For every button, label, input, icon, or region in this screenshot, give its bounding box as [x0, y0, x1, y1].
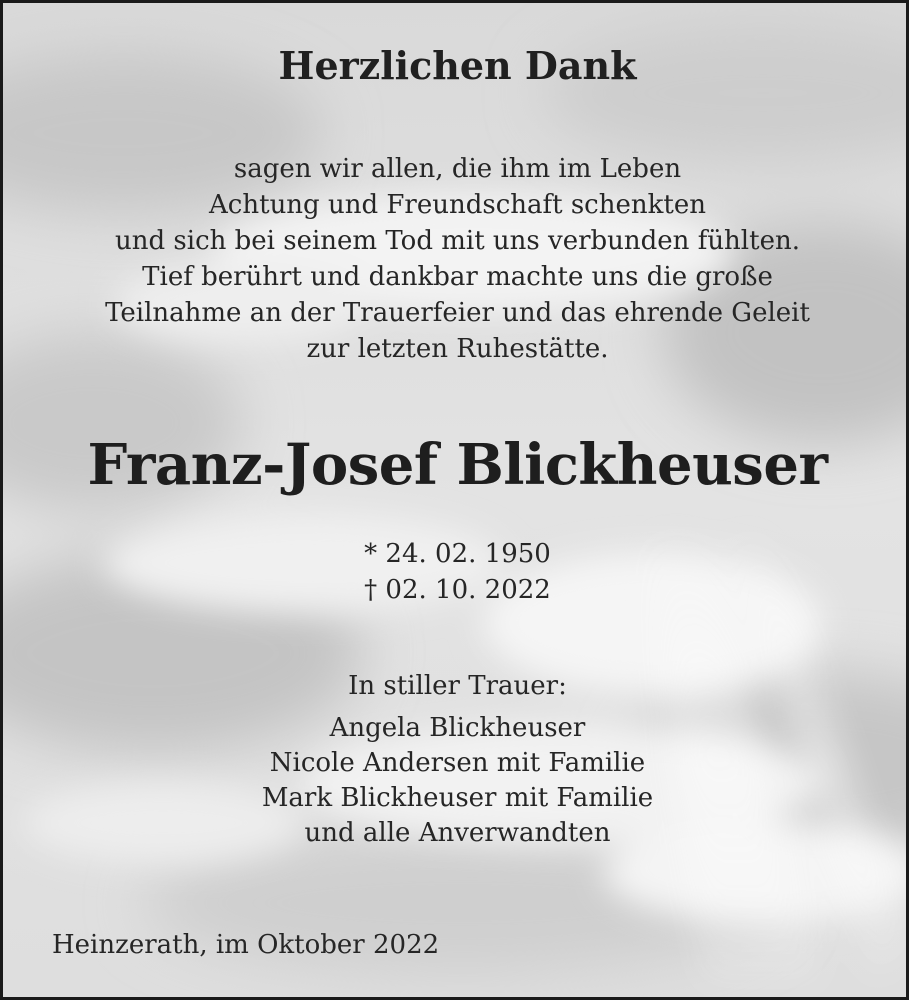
mourner-name: Nicole Andersen mit Familie — [269, 748, 646, 778]
intro-line: Tief berührt und dankbar machte uns die große — [142, 262, 773, 292]
intro-text — [3, 151, 909, 367]
intro-line: sagen wir allen, die ihm im Leben — [233, 154, 682, 184]
intro-line: Achtung und Freundschaft schenkten — [209, 190, 706, 220]
place-and-date: Heinzerath, im Oktober 2022 — [52, 930, 440, 960]
intro-line: Teilnahme an der Trauerfeier und das ehrende Geleit — [105, 298, 810, 328]
death-date: † 02. 10. 2022 — [364, 575, 551, 605]
mourners-list — [3, 711, 909, 851]
intro-line: und sich bei seinem Tod mit uns verbunden fühlten. — [115, 226, 800, 256]
mourner-name: und alle Anverwandten — [304, 818, 611, 848]
life-dates — [3, 536, 909, 608]
mourner-name: Mark Blickheuser mit Familie — [261, 783, 654, 813]
intro-line: zur letzten Ruhestätte. — [306, 334, 609, 364]
birth-date: * 24. 02. 1950 — [364, 539, 551, 569]
mourner-name: Angela Blickheuser — [329, 713, 586, 743]
mourning-label: In stiller Trauer: — [348, 671, 567, 701]
deceased-name: Franz-Josef Blickheuser — [87, 432, 828, 498]
notice-heading: Herzlichen Dank — [278, 43, 637, 88]
